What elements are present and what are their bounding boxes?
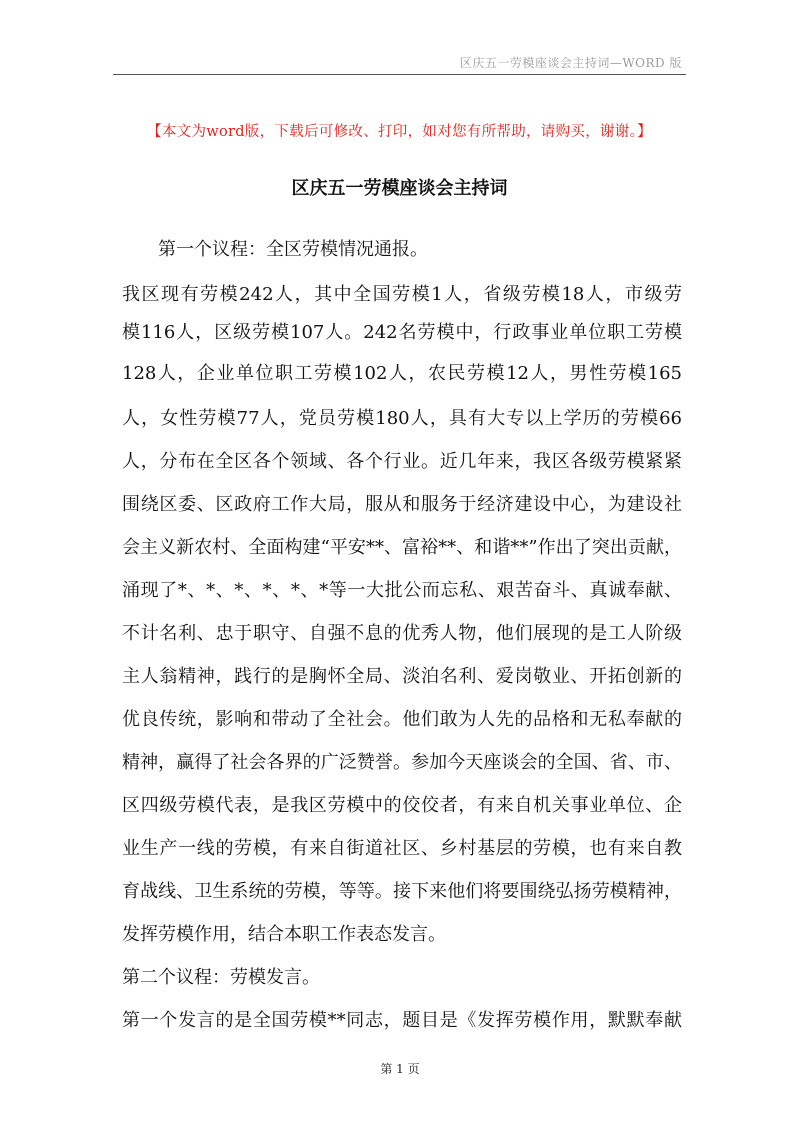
body-line: 业生产一线的劳模，有来自街道社区、乡村基层的劳模，也有来自教 [122,838,682,859]
body-line: 育战线、卫生系统的劳模，等等。接下来他们将要围绕弘扬劳模精神， [122,881,682,902]
body-line: 模116人，区级劳模107人。242名劳模中，行政事业单位职工劳模 [122,322,682,343]
body-line: 优良传统，影响和带动了全社会。他们敢为人先的品格和无私奉献的 [122,709,682,730]
body-line: 人，分布在全区各个领域、各个行业。近几年来，我区各级劳模紧紧 [122,451,682,472]
header-divider [113,74,686,75]
body-line: 人，女性劳模77人，党员劳模180人，具有大专以上学历的劳模66 [122,408,682,429]
page-number: 第 1 页 [380,1062,420,1076]
body-line: 不计名利、忠于职守、自强不息的优秀人物，他们展现的是工人阶级 [122,623,682,644]
document-title: 区庆五一劳模座谈会主持词 [291,178,508,199]
body-line: 精神，赢得了社会各界的广泛赞誉。参加今天座谈会的全国、省、市、 [122,752,682,773]
body-line: 围绕区委、区政府工作大局，服从和服务于经济建设中心，为建设社 [122,494,682,515]
body-line: 第一个发言的是全国劳模**同志，题目是《发挥劳模作用，默默奉献 [122,1010,682,1031]
purchase-notice: 【本文为word版，下载后可修改、打印，如对您有所帮助，请购买，谢谢。】 [147,124,652,140]
body-line: 区四级劳模代表，是我区劳模中的佼佼者，有来自机关事业单位、企 [122,795,682,816]
agenda-item-2: 第二个议程：劳模发言。 [122,967,320,988]
body-line: 主人翁精神，践行的是胸怀全局、淡泊名利、爱岗敬业、开拓创新的 [122,666,682,687]
body-line: 128人，企业单位职工劳模102人，农民劳模12人，男性劳模165 [122,363,682,384]
agenda-item-1: 第一个议程：全区劳模情况通报。 [158,239,428,260]
header-title: 区庆五一劳模座谈会主持词—WORD 版 [459,56,682,70]
body-line: 涌现了*、*、*、*、*、*等一大批公而忘私、艰苦奋斗、真诚奉献、 [122,580,682,601]
body-line: 我区现有劳模242人，其中全国劳模1人，省级劳模18人，市级劳 [122,284,682,305]
body-line: 发挥劳模作用，结合本职工作表态发言。 [122,924,446,945]
body-line: 会主义新农村、全面构建“平安**、富裕**、和谐**”作出了突出贡献， [122,537,682,558]
